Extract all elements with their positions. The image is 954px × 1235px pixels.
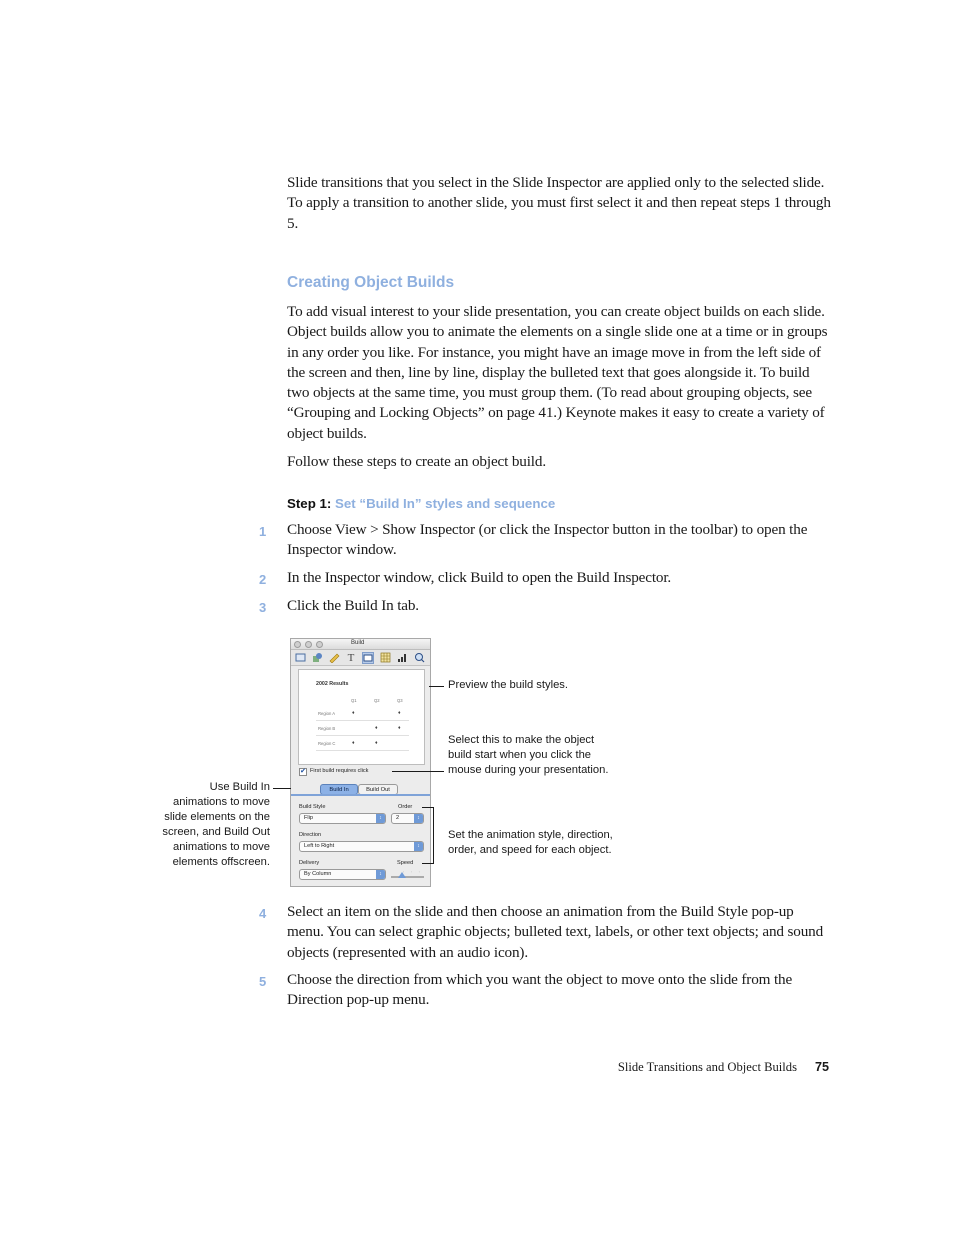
callout-line: Use Build In [209,781,270,793]
direction-value: Left to Right [304,843,335,849]
step-number: 3 [259,600,267,615]
inspector-titlebar [291,639,430,650]
delivery-popup[interactable] [299,869,386,880]
step-number: 4 [259,906,267,921]
callout-line: order, and speed for each object. [448,844,612,856]
zoom-icon[interactable] [413,652,425,664]
build-style-value: Flip [304,815,314,821]
table-icon[interactable] [379,652,391,664]
step-heading-title: Set “Build In” styles and sequence [335,496,556,511]
callout-line: build start when you click the [448,749,592,761]
step-text: In the Inspector window, click Build to open the Build Inspector. [287,569,672,586]
step-number: 5 [259,974,267,989]
build-style-label: Build Style [299,804,326,810]
preview-column-label: Q1 [351,698,357,703]
close-window-icon[interactable] [294,641,301,648]
callout-line: animations to move [172,841,270,853]
ruler-icon[interactable] [328,652,340,664]
preview-mark: ♦ [352,740,355,746]
order-value: 2 [396,815,400,821]
popup-arrows-icon: ↕ [414,842,423,851]
speed-label: Speed [397,860,414,866]
step-heading [287,496,555,511]
first-build-checkbox[interactable]: ✔ [300,768,306,775]
inspector-title: Build [351,640,365,646]
step-text: Choose View > Show Inspector (or click the Inspector button in the toolbar) to open the Inspector window. [287,521,808,559]
preview-mark: ♦ [398,725,401,731]
callout-line: elements offscreen. [172,856,270,868]
callout-settings [448,828,613,858]
callout-bracket-bottom [422,863,434,864]
footer-chapter-title: Slide Transitions and Object Builds [617,1060,797,1074]
preview-divider [316,735,409,736]
delivery-label: Delivery [299,860,320,866]
step-text: Choose the direction from which you want the object to move onto the slide from the Direction pop-up menu. [287,971,793,1009]
text-icon[interactable]: T [347,652,355,664]
tab-divider [291,794,430,796]
callout-line: mouse during your presentation. [448,764,609,776]
callout-first-click [448,733,608,778]
order-label: Order [398,804,413,810]
delivery-value: By Column [304,871,332,877]
section-paragraph: To add visual interest to your slide presentation, you can create object builds on each slide. Object builds allow you to animate the elements on a single slide one at a time or in groups in any order you like. For instance, you might have an image move in from the left side of the screen and then, line by line, display the bulleted text that goes alongside it. To build two objects at the same time, you must group them. (To read about grouping objects, see “Grouping and Locking Objects” on page 41.) Keynote makes it easy to create a variety of object builds. [287,303,828,442]
step-number: 1 [259,524,267,539]
preview-mark: ♦ [352,710,355,716]
step-text: Click the Build In tab. [287,597,419,614]
tab-build-out[interactable]: Build Out [358,784,398,795]
preview-mark: ♦ [398,710,401,716]
callout-build-in [150,780,270,870]
callout-line-first-click [392,771,444,772]
preview-row-label: Region A [318,711,335,716]
callout-bracket-vertical [433,807,434,864]
popup-arrows-icon: ↕ [414,814,423,823]
build-style-popup[interactable] [299,813,386,824]
popup-arrows-icon: ↕ [376,870,385,879]
callout-line: animations to move [172,796,270,808]
callout-line-build-in [273,788,291,789]
speed-slider-track[interactable] [391,876,424,878]
inspector-toolbar [291,650,430,666]
step-heading-lead: Step 1: [287,496,332,511]
preview-row-label: Region B [318,726,336,731]
intro-paragraph: Slide transitions that you select in the Slide Inspector are applied only to the selected slide. To apply a transition to another slide, you must first select it and then repeat steps 1 through 5. [287,174,831,232]
graphic-icon[interactable] [311,652,323,664]
callout-line: slide elements on the [164,811,270,823]
order-popup[interactable] [391,813,424,824]
preview-column-label: Q3 [397,698,403,703]
preview-divider [316,720,409,721]
popup-arrows-icon: ↕ [376,814,385,823]
preview-row-label: Region C [318,741,336,746]
first-build-checkbox-label: First build requires click [310,768,369,774]
minimize-window-icon[interactable] [305,641,312,648]
callout-line-preview [429,686,444,687]
section-heading: Creating Object Builds [287,274,455,291]
page-number: 75 [815,1060,830,1074]
build-inspector-window [290,638,431,887]
step-number: 2 [259,572,267,587]
follow-paragraph: Follow these steps to create an object build. [287,453,546,470]
speed-slider-ticks: ' ' ' [403,870,423,875]
zoom-window-icon[interactable] [316,641,323,648]
build-icon[interactable] [362,652,374,664]
preview-divider [316,750,409,751]
build-preview-pane [298,669,425,765]
direction-popup[interactable] [299,841,424,852]
tab-build-in[interactable]: Build In [320,784,358,795]
callout-line: Set the animation style, direction, [448,829,613,841]
callout-preview: Preview the build styles. [448,679,569,691]
step-text: Select an item on the slide and then choose an animation from the Build Style pop-up menu. You can select graphic objects; bulleted text, labels, or other text objects; and sound objects (represented with an audio icon). [287,903,824,961]
preview-column-label: Q2 [374,698,380,703]
preview-mark: ♦ [375,740,378,746]
preview-mark: ♦ [375,725,378,731]
callout-line: Select this to make the object [448,734,595,746]
callout-line: screen, and Build Out [162,826,270,838]
document-icon[interactable] [294,652,306,664]
preview-chart-title: 2002 Results [316,681,349,687]
chart-icon[interactable] [396,652,408,664]
direction-label: Direction [299,832,322,838]
